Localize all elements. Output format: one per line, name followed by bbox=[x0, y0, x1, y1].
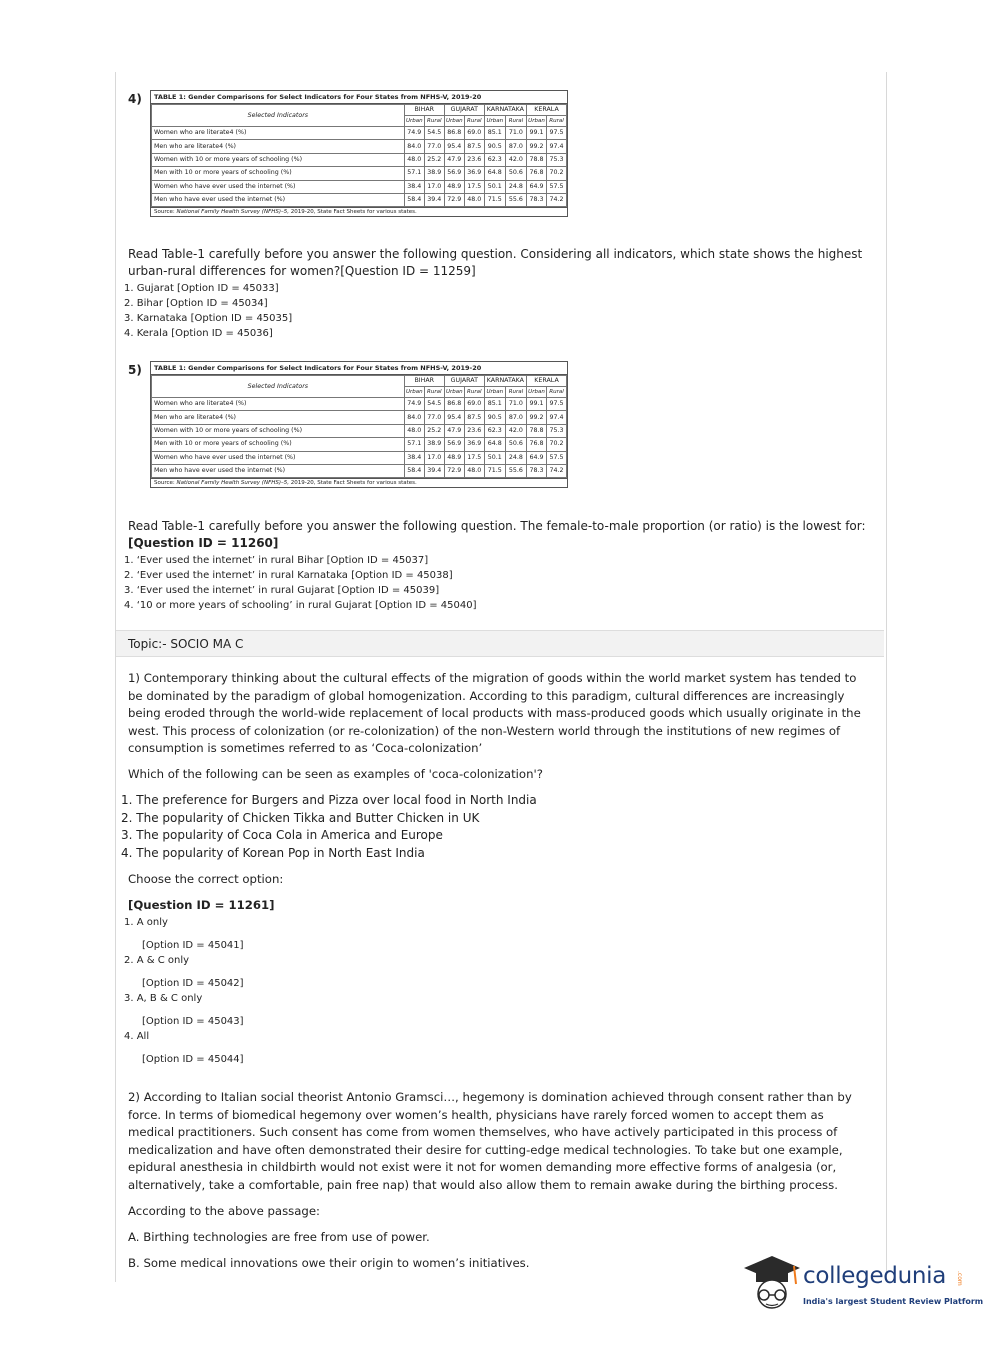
passage-line: epidural anesthesia in childbirth would not exist were it not for women demanding more effective forms of analgesia (or, bbox=[128, 1160, 837, 1174]
instruction-text: According to the above passage: bbox=[128, 1204, 320, 1218]
table-cell: 74.2 bbox=[547, 464, 567, 477]
table-source bbox=[151, 207, 567, 216]
table-cell: 75.3 bbox=[547, 424, 567, 437]
state-header: BIHAR bbox=[404, 376, 444, 387]
passage-line: west. This process of colonization (or re-colonization) of the non-Western world through the institutions of new regimes of bbox=[128, 723, 841, 738]
table-source bbox=[151, 478, 567, 487]
table-cell: 84.0 bbox=[404, 140, 424, 153]
table-cell: 72.9 bbox=[444, 193, 464, 206]
option-label: 4. All bbox=[124, 1031, 150, 1042]
table-cell: 90.5 bbox=[484, 140, 505, 153]
question-text-line: Read Table-1 carefully before you answer the following question. Considering all indicators, which state shows the highest bbox=[128, 247, 863, 261]
question-id: [Question ID = 11261] bbox=[128, 898, 275, 912]
passage-line: alternatively, take a comfortable, pain free nap) that would also allow them to remain awake during the birthing process. bbox=[128, 1177, 838, 1192]
table-cell: 57.1 bbox=[404, 167, 424, 180]
passage-line: being eroded through the world-wide replacement of local products with mass-produced goods which usually originate in the bbox=[128, 706, 861, 720]
table-cell: 25.2 bbox=[424, 153, 444, 166]
option-item[interactable]: 2. ‘Ever used the internet’ in rural Karnataka [Option ID = 45038] bbox=[124, 570, 453, 581]
row-label: Men who are literate4 (%) bbox=[152, 411, 405, 424]
table-row bbox=[152, 167, 567, 180]
table-cell: 64.8 bbox=[484, 167, 505, 180]
question-number: 4) bbox=[128, 92, 142, 106]
statement-item: 4. The popularity of Korean Pop in North East India bbox=[121, 846, 425, 861]
table-cell: 39.4 bbox=[424, 193, 444, 206]
passage-line: consumption is sometimes referred to as ‘Coca-colonization’ bbox=[128, 741, 483, 755]
option-item[interactable]: 3. ‘Ever used the internet’ in rural Gujarat [Option ID = 45039] bbox=[124, 585, 440, 596]
option-item[interactable]: 1. Gujarat [Option ID = 45033] bbox=[124, 283, 279, 294]
table-row bbox=[152, 464, 567, 477]
option-label: 2. A & C only bbox=[124, 955, 190, 966]
source-title: National Family Health Survey (NFHS)–5, bbox=[176, 209, 290, 216]
sub-header: Urban bbox=[444, 387, 464, 398]
table-cell: 77.0 bbox=[424, 411, 444, 424]
table-cell: 57.5 bbox=[547, 180, 567, 193]
table-cell: 23.6 bbox=[464, 153, 484, 166]
table-cell: 56.9 bbox=[444, 167, 464, 180]
table-cell: 25.2 bbox=[424, 424, 444, 437]
table-cell: 78.3 bbox=[527, 464, 547, 477]
table-cell: 87.0 bbox=[505, 140, 526, 153]
row-label: Women who have ever used the internet (%) bbox=[152, 451, 405, 464]
table-cell: 48.9 bbox=[444, 451, 464, 464]
table-cell: 48.0 bbox=[404, 153, 424, 166]
indicator-header: Selected Indicators bbox=[152, 105, 405, 127]
table-cell: 70.2 bbox=[547, 438, 567, 451]
table-cell: 97.4 bbox=[547, 411, 567, 424]
source-rest: 2019-20, State Fact Sheets for various states. bbox=[290, 209, 417, 216]
instruction-text: Choose the correct option: bbox=[128, 872, 284, 886]
table-cell: 87.5 bbox=[464, 411, 484, 424]
sub-header: Rural bbox=[505, 387, 526, 398]
statement-item: 3. The popularity of Coca Cola in America and Europe bbox=[121, 828, 443, 843]
data-table bbox=[151, 375, 567, 478]
passage-line: 1) Contemporary thinking about the cultural effects of the migration of goods within the world market system has tended to bbox=[128, 671, 857, 685]
table-cell: 48.9 bbox=[444, 180, 464, 193]
table-cell: 57.1 bbox=[404, 438, 424, 451]
table-row bbox=[152, 398, 567, 411]
state-header: GUJARAT bbox=[444, 105, 484, 116]
row-label: Women who have ever used the internet (%) bbox=[152, 180, 405, 193]
passage-line: 2) According to Italian social theorist Antonio Gramsci…, hegemony is domination achieved through consent rather than by bbox=[128, 1090, 852, 1104]
table-cell: 99.1 bbox=[527, 398, 547, 411]
source-rest: 2019-20, State Fact Sheets for various states. bbox=[290, 480, 417, 487]
table-cell: 17.0 bbox=[424, 451, 444, 464]
row-label: Women with 10 or more years of schooling (%) bbox=[152, 153, 405, 166]
table-image bbox=[150, 361, 568, 488]
table-cell: 24.8 bbox=[505, 180, 526, 193]
question-text bbox=[128, 518, 866, 552]
sub-header: Rural bbox=[547, 116, 567, 127]
table-cell: 78.8 bbox=[527, 153, 547, 166]
passage-line: medical practitioners. Such consent has come from women themselves, who have actively participated in this process of bbox=[128, 1125, 838, 1139]
sub-header: Urban bbox=[484, 387, 505, 398]
table-cell: 97.5 bbox=[547, 398, 567, 411]
logo-domain: .com bbox=[956, 1271, 963, 1286]
table-cell: 78.8 bbox=[527, 424, 547, 437]
passage bbox=[128, 1089, 878, 1194]
row-label: Women with 10 or more years of schooling (%) bbox=[152, 424, 405, 437]
table-cell: 48.0 bbox=[464, 193, 484, 206]
row-label: Women who are literate4 (%) bbox=[152, 127, 405, 140]
option-list bbox=[124, 915, 244, 1067]
state-header: KERALA bbox=[527, 376, 567, 387]
table-cell: 69.0 bbox=[464, 398, 484, 411]
statement-item: 2. The popularity of Chicken Tikka and Butter Chicken in UK bbox=[121, 810, 480, 825]
sub-header: Rural bbox=[424, 387, 444, 398]
question-text-line: Read Table-1 carefully before you answer the following question. The female-to-male proportion (or ratio) is the lowest for: bbox=[128, 519, 866, 533]
table-cell: 64.9 bbox=[527, 180, 547, 193]
table-cell: 69.0 bbox=[464, 127, 484, 140]
table-cell: 64.9 bbox=[527, 451, 547, 464]
table-cell: 71.5 bbox=[484, 464, 505, 477]
table-row bbox=[152, 438, 567, 451]
row-label: Men with 10 or more years of schooling (%) bbox=[152, 167, 405, 180]
table-title: TABLE 1: Gender Comparisons for Select Indicators for Four States from NFHS-V, 2019-20 bbox=[151, 91, 567, 104]
topic-header: Topic:- SOCIO MA C bbox=[116, 630, 884, 657]
table-cell: 23.6 bbox=[464, 424, 484, 437]
table-title: TABLE 1: Gender Comparisons for Select Indicators for Four States from NFHS-V, 2019-20 bbox=[151, 362, 567, 375]
table-cell: 90.5 bbox=[484, 411, 505, 424]
state-header: BIHAR bbox=[404, 105, 444, 116]
table-cell: 85.1 bbox=[484, 127, 505, 140]
table-cell: 17.0 bbox=[424, 180, 444, 193]
table-row bbox=[152, 127, 567, 140]
table-cell: 62.3 bbox=[484, 424, 505, 437]
table-cell: 95.4 bbox=[444, 411, 464, 424]
statement-a: A. Birthing technologies are free from use of power. bbox=[128, 1230, 430, 1244]
table-cell: 48.0 bbox=[404, 424, 424, 437]
option-list bbox=[124, 553, 477, 613]
state-header: KERALA bbox=[527, 105, 567, 116]
table-cell: 85.1 bbox=[484, 398, 505, 411]
table-cell: 38.4 bbox=[404, 451, 424, 464]
passage-line: force. In terms of biomedical hegemony over women’s health, physicians have rarely forced women to accept them as bbox=[128, 1107, 824, 1122]
state-header: KARNATAKA bbox=[484, 105, 526, 116]
table-cell: 56.9 bbox=[444, 438, 464, 451]
option-item[interactable]: 3. Karnataka [Option ID = 45035] bbox=[124, 313, 293, 324]
source-label: Source: bbox=[154, 209, 175, 216]
sub-header: Rural bbox=[424, 116, 444, 127]
statement-item: 1. The preference for Burgers and Pizza over local food in North India bbox=[121, 793, 537, 807]
passage bbox=[128, 670, 878, 758]
sub-header: Urban bbox=[404, 116, 424, 127]
option-item[interactable]: 1. ‘Ever used the internet’ in rural Bihar [Option ID = 45037] bbox=[124, 555, 429, 566]
table-cell: 62.3 bbox=[484, 153, 505, 166]
row-label: Women who are literate4 (%) bbox=[152, 398, 405, 411]
table-cell: 36.9 bbox=[464, 167, 484, 180]
logo-tagline: India's largest Student Review Platform bbox=[803, 1297, 984, 1306]
table-row bbox=[152, 140, 567, 153]
table-cell: 47.9 bbox=[444, 153, 464, 166]
table-cell: 17.5 bbox=[464, 180, 484, 193]
option-list bbox=[124, 281, 292, 341]
sub-header: Rural bbox=[505, 116, 526, 127]
table-cell: 47.9 bbox=[444, 424, 464, 437]
sub-header: Urban bbox=[484, 116, 505, 127]
table-row bbox=[152, 193, 567, 206]
table-cell: 74.2 bbox=[547, 193, 567, 206]
table-cell: 71.0 bbox=[505, 398, 526, 411]
table-row bbox=[152, 180, 567, 193]
table-cell: 95.4 bbox=[444, 140, 464, 153]
statement-b: B. Some medical innovations owe their origin to women’s initiatives. bbox=[128, 1256, 530, 1270]
sub-header: Rural bbox=[464, 116, 484, 127]
indicator-header: Selected Indicators bbox=[152, 376, 405, 398]
sub-header: Urban bbox=[404, 387, 424, 398]
table-cell: 97.5 bbox=[547, 127, 567, 140]
table-cell: 50.6 bbox=[505, 438, 526, 451]
table-cell: 55.6 bbox=[505, 193, 526, 206]
table-cell: 50.1 bbox=[484, 451, 505, 464]
sub-header: Urban bbox=[527, 116, 547, 127]
table-cell: 50.6 bbox=[505, 167, 526, 180]
table-image bbox=[150, 90, 568, 217]
table-cell: 38.9 bbox=[424, 167, 444, 180]
table-cell: 86.8 bbox=[444, 127, 464, 140]
sub-header: Urban bbox=[527, 387, 547, 398]
table-cell: 42.0 bbox=[505, 424, 526, 437]
table-cell: 24.8 bbox=[505, 451, 526, 464]
state-header: GUJARAT bbox=[444, 376, 484, 387]
table-cell: 84.0 bbox=[404, 411, 424, 424]
state-header: KARNATAKA bbox=[484, 376, 526, 387]
data-table bbox=[151, 104, 567, 207]
option-id: [Option ID = 45041] bbox=[142, 940, 244, 951]
table-cell: 99.2 bbox=[527, 140, 547, 153]
question-text bbox=[128, 246, 862, 280]
source-title: National Family Health Survey (NFHS)–5, bbox=[176, 480, 290, 487]
table-cell: 87.5 bbox=[464, 140, 484, 153]
table-cell: 48.0 bbox=[464, 464, 484, 477]
table-cell: 58.4 bbox=[404, 464, 424, 477]
table-cell: 39.4 bbox=[424, 464, 444, 477]
table-cell: 71.0 bbox=[505, 127, 526, 140]
row-label: Men with 10 or more years of schooling (%) bbox=[152, 438, 405, 451]
option-item[interactable]: 4. ‘10 or more years of schooling’ in rural Gujarat [Option ID = 45040] bbox=[124, 600, 477, 611]
table-cell: 57.5 bbox=[547, 451, 567, 464]
statement-list bbox=[121, 792, 537, 863]
table-cell: 86.8 bbox=[444, 398, 464, 411]
option-id: [Option ID = 45044] bbox=[142, 1054, 244, 1065]
table-cell: 72.9 bbox=[444, 464, 464, 477]
table-cell: 87.0 bbox=[505, 411, 526, 424]
row-label: Men who are literate4 (%) bbox=[152, 140, 405, 153]
table-row bbox=[152, 424, 567, 437]
table-cell: 42.0 bbox=[505, 153, 526, 166]
question-text-line: urban-rural differences for women?[Question ID = 11259] bbox=[128, 264, 476, 278]
table-cell: 74.9 bbox=[404, 127, 424, 140]
option-label: 3. A, B & C only bbox=[124, 993, 203, 1004]
table-cell: 54.5 bbox=[424, 398, 444, 411]
option-item[interactable] bbox=[124, 991, 244, 1029]
question-text: Which of the following can be seen as examples of 'coca-colonization'? bbox=[128, 767, 543, 781]
option-id: [Option ID = 45043] bbox=[142, 1016, 244, 1027]
table-cell: 36.9 bbox=[464, 438, 484, 451]
table-cell: 38.4 bbox=[404, 180, 424, 193]
sub-header: Rural bbox=[464, 387, 484, 398]
table-cell: 78.3 bbox=[527, 193, 547, 206]
row-label: Men who have ever used the internet (%) bbox=[152, 193, 405, 206]
table-cell: 58.4 bbox=[404, 193, 424, 206]
table-cell: 76.8 bbox=[527, 167, 547, 180]
table-cell: 54.5 bbox=[424, 127, 444, 140]
option-label: 1. A only bbox=[124, 917, 168, 928]
table-cell: 38.9 bbox=[424, 438, 444, 451]
table-cell: 77.0 bbox=[424, 140, 444, 153]
passage-line: be dominated by the paradigm of global homogenization. According to this paradigm, cultural differences are increasingly bbox=[128, 688, 845, 703]
table-cell: 17.5 bbox=[464, 451, 484, 464]
table-cell: 97.4 bbox=[547, 140, 567, 153]
table-cell: 76.8 bbox=[527, 438, 547, 451]
table-row bbox=[152, 411, 567, 424]
logo-name: collegedunia bbox=[803, 1263, 947, 1289]
option-item[interactable]: 4. Kerala [Option ID = 45036] bbox=[124, 328, 273, 339]
question-number: 5) bbox=[128, 363, 142, 377]
option-id: [Option ID = 45042] bbox=[142, 978, 244, 989]
option-item[interactable]: 2. Bihar [Option ID = 45034] bbox=[124, 298, 268, 309]
table-cell: 99.2 bbox=[527, 411, 547, 424]
option-item[interactable] bbox=[124, 953, 244, 991]
sub-header: Rural bbox=[547, 387, 567, 398]
table-cell: 99.1 bbox=[527, 127, 547, 140]
option-item[interactable] bbox=[124, 1029, 244, 1067]
table-row bbox=[152, 451, 567, 464]
source-label: Source: bbox=[154, 480, 175, 487]
table-cell: 55.6 bbox=[505, 464, 526, 477]
table-cell: 64.8 bbox=[484, 438, 505, 451]
table-cell: 50.1 bbox=[484, 180, 505, 193]
option-item[interactable] bbox=[124, 915, 244, 953]
table-cell: 75.3 bbox=[547, 153, 567, 166]
table-cell: 74.9 bbox=[404, 398, 424, 411]
table-cell: 71.5 bbox=[484, 193, 505, 206]
row-label: Men who have ever used the internet (%) bbox=[152, 464, 405, 477]
sub-header: Urban bbox=[444, 116, 464, 127]
passage-line: medicalization and have often demonstrated their desire for cutting-edge medical technologies. To take but one example, bbox=[128, 1142, 843, 1157]
table-row bbox=[152, 153, 567, 166]
question-id: [Question ID = 11260] bbox=[128, 536, 279, 550]
table-cell: 70.2 bbox=[547, 167, 567, 180]
